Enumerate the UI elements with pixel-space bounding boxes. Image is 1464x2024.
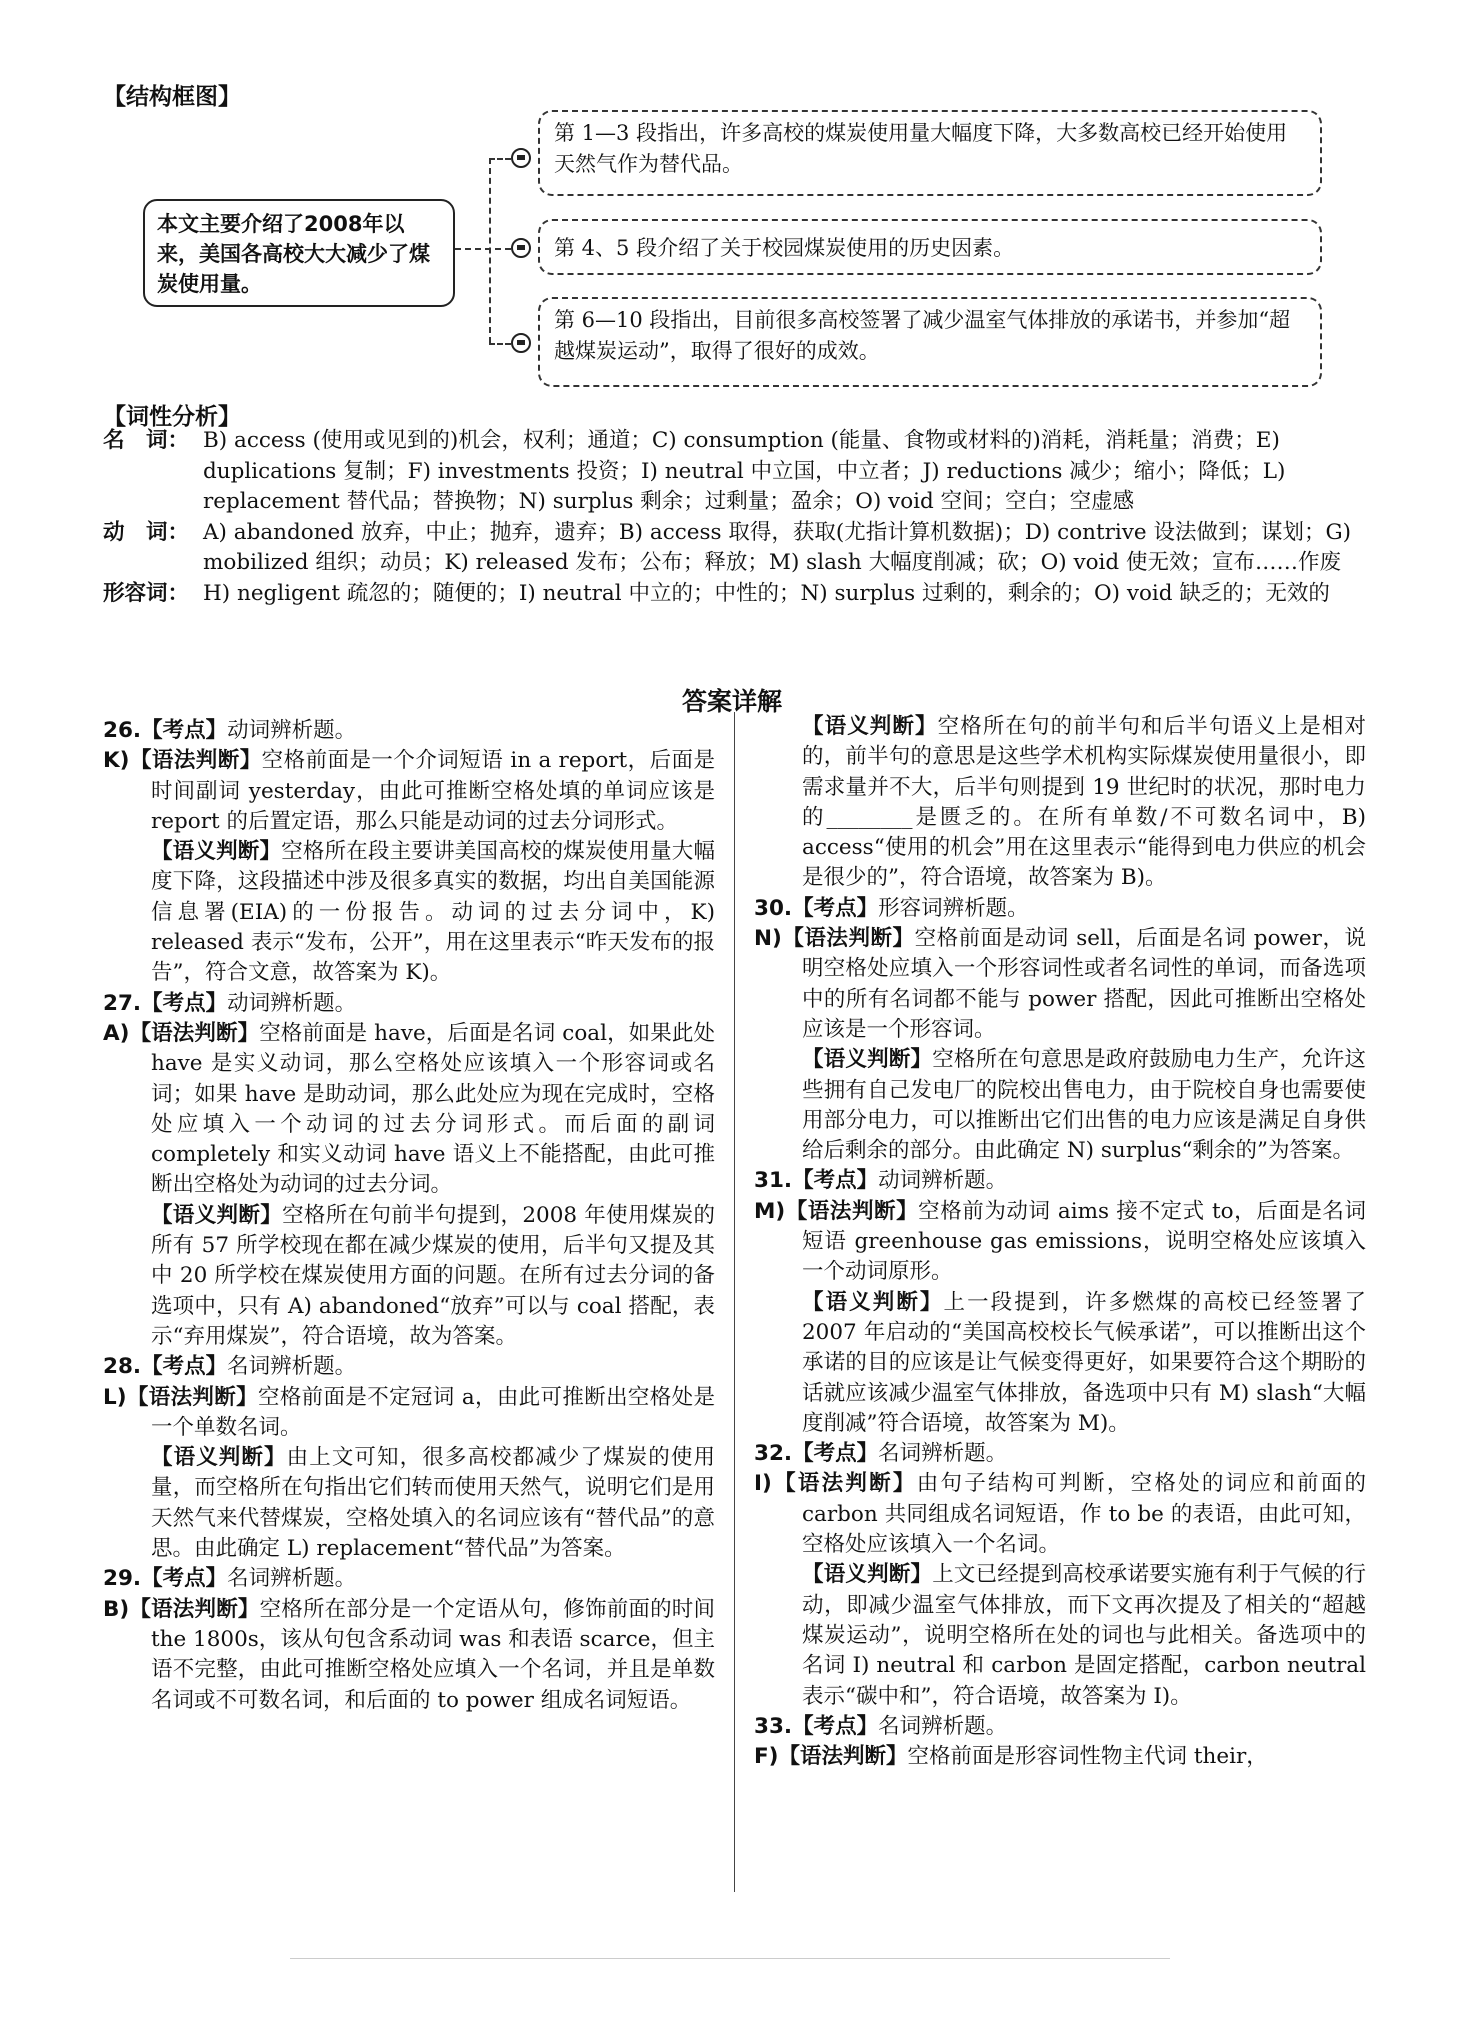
grammar-tag: 【语法判断】 (129, 1596, 260, 1622)
pos-row-noun (103, 426, 1373, 518)
answer-paragraph (103, 1383, 715, 1444)
point-tag: 【考点】 (792, 1713, 879, 1739)
grammar-tag: 【语法判断】 (771, 1471, 917, 1497)
explanation-text: 空格前面是形容词性物主代词 their， (907, 1744, 1268, 1770)
question-header (103, 1352, 715, 1382)
point-tag: 【考点】 (141, 990, 228, 1016)
pos-label: 名 词： (103, 428, 190, 453)
question-number: 31. (754, 1168, 793, 1194)
question-type: 名词辨析题。 (227, 1354, 357, 1380)
point-tag: 【考点】 (141, 718, 228, 743)
question-header (103, 1564, 715, 1594)
answer-paragraph (754, 924, 1366, 1045)
question-header (754, 1712, 1366, 1742)
question-header (754, 1439, 1366, 1469)
explanation-text: 空格前为动词 aims 接不定式 to，后面是名词短语 greenhouse gas emissions，说明空格处应该填入一个动词原形。 (802, 1198, 1366, 1285)
explanation-text: 由上文可知，很多高校都减少了煤炭的使用量，而空格所在句指出它们转而使用天然气，说明它们是用天然气来代替煤炭，空格处填入的名词应该有“替代品”的意思。由此确定 L) replacement“替代品”为答案。 (151, 1445, 715, 1562)
grammar-tag: 【语法判断】 (778, 1744, 908, 1770)
question-number: 28. (103, 1354, 142, 1380)
point-tag: 【考点】 (792, 895, 879, 921)
answer-paragraph (754, 1742, 1366, 1772)
explanation-text: 空格所在部分是一个定语从句，修饰前面的时间 the 1800s，该从句包含系动词 was 和表语 scarce，但主语不完整，由此可推断空格处应填入一个名词，并且是单数名词或不可数名词，和后面的 to power 组成名词短语。 (151, 1596, 715, 1713)
answer-paragraph (754, 1469, 1366, 1560)
point-tag: 【考点】 (141, 1566, 228, 1592)
arrow-circle-icon (511, 333, 531, 353)
answer-key: K) (103, 748, 130, 774)
semantic-tag: 【语义判断】 (802, 1047, 933, 1073)
question-header (103, 989, 715, 1019)
semantic-paragraph (103, 1201, 715, 1352)
structure-box-1: 第 1—3 段指出，许多高校的煤炭使用量大幅度下降，大多数高校已经开始使用天然气作为替代品。 (538, 110, 1322, 196)
pos-text: B) access (使用或见到的)机会，权利；通道；C) consumption (能量、食物或材料的)消耗，消耗量；消费；E) duplications 复制；F) investments 投资；I) neutral 中立国，中立者；J) reductions 减少；缩小；降低；L) replacement 替代品；替换物；N) surplus 剩余；过剩量；盈余；O) void 空间；空白；空虚感 (203, 428, 1286, 514)
semantic-tag: 【语义判断】 (151, 839, 282, 865)
connector-branch-2 (455, 248, 511, 250)
grammar-tag: 【语法判断】 (785, 1198, 919, 1224)
question-type: 动词辨析题。 (878, 1168, 1008, 1194)
semantic-tag: 【语义判断】 (802, 1289, 944, 1315)
question-number: 32. (754, 1441, 793, 1467)
semantic-paragraph (754, 712, 1366, 894)
question-header (754, 894, 1366, 924)
question-type: 名词辨析题。 (878, 1713, 1008, 1739)
question-number: 33. (754, 1713, 793, 1739)
semantic-tag: 【语义判断】 (151, 1202, 283, 1228)
semantic-tag: 【语义判断】 (802, 714, 938, 739)
answer-key: F) (754, 1744, 779, 1770)
answer-paragraph (103, 1019, 715, 1201)
explanation-text: 上一段提到，许多燃煤的高校已经签署了 2007 年启动的“美国高校校长气候承诺”，可以推断出这个承诺的目的应该是让气候变得更好，如果要符合这个期盼的话就应该减少温室气体排放，备选项中只有 M) slash“大幅度削减”符合语境，故答案为 M)。 (802, 1289, 1366, 1436)
explanation-text: 空格所在段主要讲美国高校的煤炭使用量大幅度下降，这段描述中涉及很多真实的数据，均出自美国能源信息署(EIA)的一份报告。动词的过去分词中，K) released 表示“发布，公开”，用在这里表示“昨天发布的报告”，符合文意，故答案为 K)。 (151, 839, 715, 986)
answer-key: I) (754, 1471, 772, 1497)
answer-paragraph (103, 1595, 715, 1716)
answer-paragraph (103, 746, 715, 837)
pos-row-verb (103, 518, 1373, 579)
explanation-text: 上文已经提到高校承诺要实施有利于气候的行动，即减少温室气体排放，而下文再次提及了相关的“超越煤炭运动”，说明空格所在处的词也与此相关。备选项中的名词 I) neutral 和 carbon 是固定搭配，carbon neutral 表示“碳中和”，符合语境，故答案为 I)。 (802, 1562, 1366, 1709)
answer-key: B) (103, 1596, 130, 1622)
connector-branch-3 (489, 343, 511, 345)
question-number: 30. (754, 895, 793, 921)
semantic-paragraph (103, 1443, 715, 1564)
semantic-tag: 【语义判断】 (802, 1562, 933, 1588)
pos-label: 动 词： (103, 519, 190, 545)
question-type: 动词辨析题。 (227, 718, 357, 743)
question-type: 动词辨析题。 (227, 990, 357, 1016)
pos-text: A) abandoned 放弃，中止；抛弃，遗弃；B) access 取得，获取(尤指计算机数据)；D) contrive 设法做到；谋划；G) mobilized 组织；动员；K) released 发布；公布；释放；M) slash 大幅度削减；砍；O) void 使无效；宣布……作废 (203, 519, 1352, 575)
pos-section (103, 426, 1373, 609)
answer-key: M) (754, 1198, 786, 1224)
semantic-paragraph (103, 837, 715, 988)
connector-vertical (489, 158, 491, 343)
structure-box-2: 第 4、5 段介绍了关于校园煤炭使用的历史因素。 (538, 219, 1322, 275)
pos-heading: 【词性分析】 (103, 404, 241, 430)
pos-label: 形容词： (103, 580, 190, 606)
arrow-circle-icon (511, 238, 531, 258)
answers-right-column (754, 712, 1366, 1772)
answer-key: N) (754, 926, 782, 952)
explanation-text: 空格前面是一个介词短语 in a report，后面是时间副词 yesterday，由此可推断空格处填的单词应该是 report 的后置定语，那么只能是动词的过去分词形式。 (151, 748, 715, 834)
question-type: 形容词辨析题。 (878, 895, 1029, 921)
point-tag: 【考点】 (792, 1441, 879, 1467)
grammar-tag: 【语法判断】 (129, 1020, 260, 1046)
question-header (754, 1166, 1366, 1196)
explanation-text: 由句子结构可判断，空格处的词应和前面的 carbon 共同组成名词短语，作 to be 的表语，由此可知，空格处应该填入一个名词。 (802, 1471, 1366, 1558)
explanation-text: 空格所在句前半句提到，2008 年使用煤炭的所有 57 所学校现在都在减少煤炭的使用，后半句又提及其中 20 所学校在煤炭使用方面的问题。在所有过去分词的备选项中，只有 A) abandoned“放弃”可以与 coal 搭配，表示“弃用煤炭”，符合语境，故为答案。 (151, 1202, 715, 1349)
arrow-circle-icon (511, 148, 531, 168)
pos-row-adjective (103, 579, 1373, 610)
explanation-text: 空格前面是不定冠词 a，由此可推断出空格处是一个单数名词。 (151, 1384, 715, 1440)
semantic-paragraph (754, 1288, 1366, 1439)
grammar-tag: 【语法判断】 (126, 1384, 258, 1410)
grammar-tag: 【语法判断】 (781, 926, 915, 952)
answer-key: L) (103, 1384, 127, 1410)
explanation-text: 空格前面是动词 sell，后面是名词 power，说明空格处应填入一个形容词性或者名词性的单词，而备选项中的所有名词都不能与 power 搭配，因此可推断出空格处应该是一个形容词。 (802, 926, 1366, 1042)
explanation-text: 空格所在句意思是政府鼓励电力生产，允许这些拥有自己发电厂的院校出售电力，由于院校自身也需要使用部分电力，可以推断出它们出售的电力应该是满足自身供给后剩余的部分。由此确定 N) surplus“剩余的”为答案。 (802, 1047, 1366, 1164)
explanation-text: 空格前面是 have，后面是名词 coal，如果此处 have 是实义动词，那么空格处应该填入一个形容词或名词；如果 have 是助动词，那么此处应为现在完成时，空格处应填入一个动词的过去分词形式。而后面的副词 completely 和实义动词 have 语义上不能搭配，由此可推断出空格处为动词的过去分词。 (151, 1020, 715, 1198)
structure-box-3: 第 6—10 段指出，目前很多高校签署了减少温室气体排放的承诺书，并参加“超越煤炭运动”，取得了很好的成效。 (538, 297, 1322, 387)
connector-branch-1 (489, 158, 511, 160)
point-tag: 【考点】 (792, 1168, 879, 1194)
pos-text: H) negligent 疏忽的；随便的；I) neutral 中立的；中性的；N) surplus 过剩的，剩余的；O) void 缺乏的；无效的 (203, 580, 1330, 606)
structure-heading: 【结构框图】 (103, 84, 241, 110)
summary-box: 本文主要介绍了2008年以来，美国各高校大大减少了煤炭使用量。 (143, 199, 455, 307)
question-type: 名词辨析题。 (227, 1566, 357, 1592)
answers-title: 答案详解 (681, 687, 782, 716)
semantic-paragraph (754, 1045, 1366, 1166)
answer-key: A) (103, 1020, 130, 1046)
question-number: 26. (103, 718, 142, 743)
question-number: 27. (103, 990, 142, 1016)
semantic-paragraph (754, 1560, 1366, 1711)
explanation-text: 空格所在句的前半句和后半句语义上是相对的，前半句的意思是这些学术机构实际煤炭使用量很小，即需求量并不大，后半句则提到 19 世纪时的状况，那时电力的________是匮乏的。在所有单数/不可数名词中，B) access“使用的机会”用在这里表示“能得到电力供应的机会是很少的”，符合语境，故答案为 B)。 (802, 714, 1366, 891)
semantic-tag: 【语义判断】 (151, 1445, 287, 1471)
question-type: 名词辨析题。 (878, 1441, 1008, 1467)
grammar-tag: 【语法判断】 (129, 748, 262, 774)
question-number: 29. (103, 1566, 142, 1592)
answer-paragraph (754, 1197, 1366, 1288)
footer-rule (290, 1958, 1170, 1959)
question-header (103, 716, 715, 746)
answers-left-column (103, 716, 715, 1716)
point-tag: 【考点】 (141, 1354, 228, 1380)
column-divider (734, 712, 735, 1892)
